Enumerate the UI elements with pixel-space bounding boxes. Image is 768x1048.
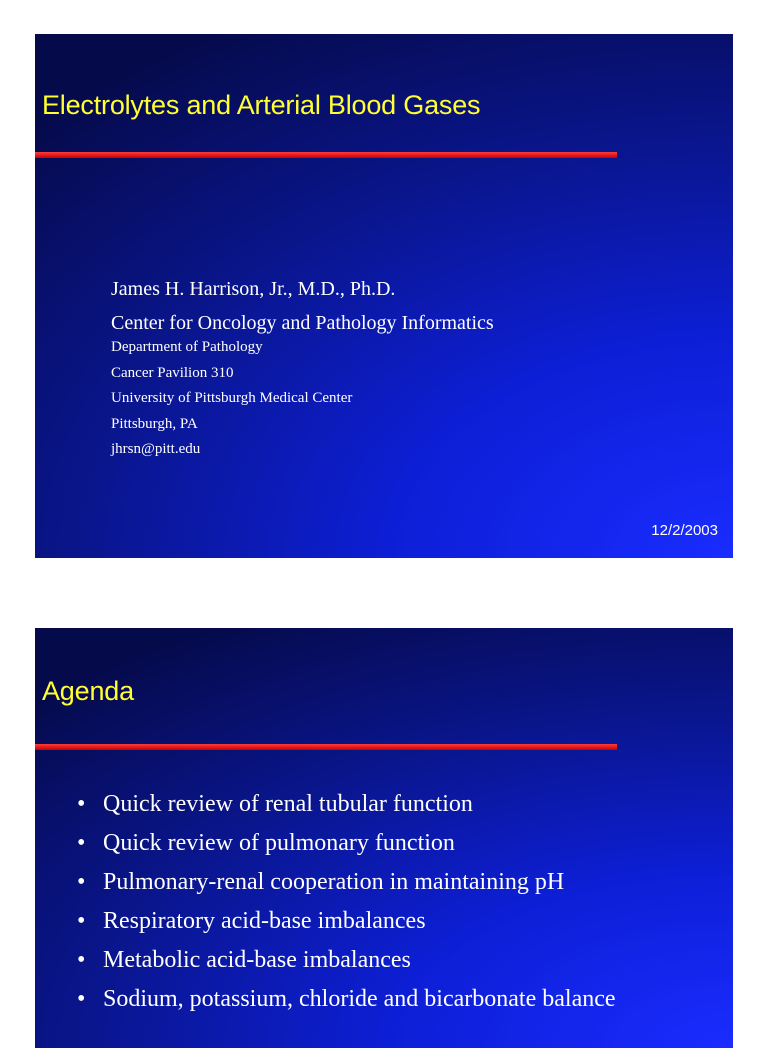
bullet-icon: •: [77, 986, 86, 1012]
list-item-text: Pulmonary-renal cooperation in maintaining pH: [103, 869, 565, 895]
bullet-icon: •: [77, 869, 86, 895]
list-item: [77, 902, 616, 941]
bullet-icon: •: [77, 908, 86, 934]
department: Department of Pathology: [111, 339, 263, 355]
location: Pittsburgh, PA: [111, 415, 198, 432]
title-slide: [35, 34, 733, 558]
list-item: [77, 980, 616, 1019]
slide-title: Agenda: [42, 676, 134, 706]
list-item: [77, 863, 616, 902]
list-item-text: Quick review of pulmonary function: [103, 830, 455, 856]
agenda-list: [77, 785, 616, 1019]
contact-details: [111, 335, 352, 463]
agenda-slide: [35, 628, 733, 1048]
email: jhrsn@pitt.edu: [111, 441, 201, 457]
author-name: James H. Harrison, Jr., M.D., Ph.D.: [111, 278, 396, 300]
list-item-text: Respiratory acid-base imbalances: [103, 908, 426, 934]
bullet-icon: •: [77, 791, 86, 817]
list-item-text: Quick review of renal tubular function: [103, 791, 473, 817]
slide-title: Electrolytes and Arterial Blood Gases: [42, 90, 481, 120]
list-item: [77, 824, 616, 863]
list-item-text: Sodium, potassium, chloride and bicarbonate balance: [103, 986, 616, 1012]
slide-date: 12/2/2003: [651, 522, 718, 539]
bullet-icon: •: [77, 947, 86, 973]
center-name: Center for Oncology and Pathology Informatics: [111, 312, 494, 334]
author-block: [111, 272, 494, 340]
title-underline: [35, 744, 617, 750]
office: Cancer Pavilion 310: [111, 364, 234, 381]
title-underline: [35, 152, 617, 158]
list-item: [77, 785, 616, 824]
list-item-text: Metabolic acid-base imbalances: [103, 947, 411, 973]
institution: University of Pittsburgh Medical Center: [111, 390, 353, 406]
list-item: [77, 941, 616, 980]
bullet-icon: •: [77, 830, 86, 856]
